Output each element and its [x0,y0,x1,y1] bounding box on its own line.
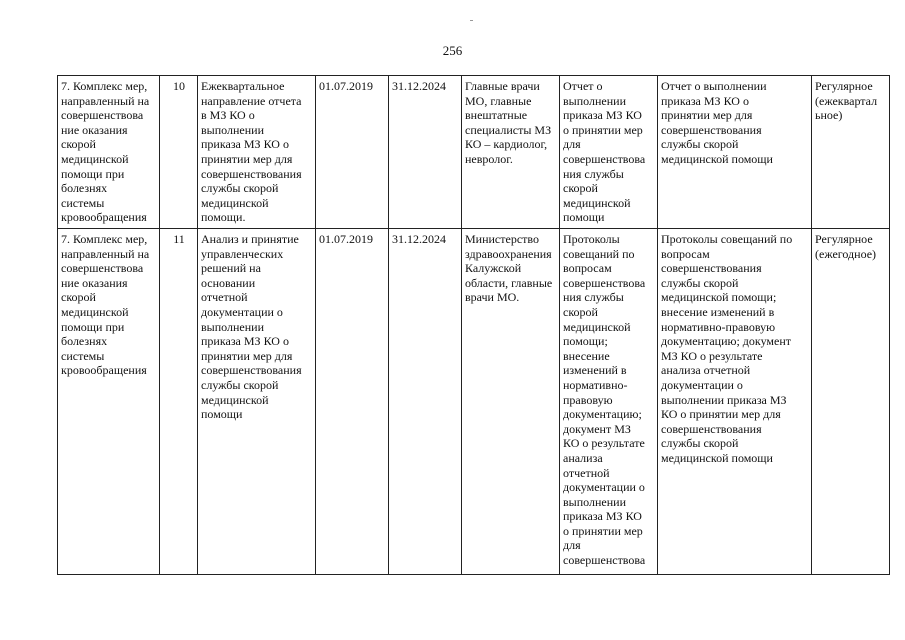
cell-direction: 7. Комплекс мер, направленный на совершенствова ние оказания скорой медицинской помощи при болезнях системы кровообращения [58,229,160,575]
scan-mark [470,20,473,21]
table-row [58,229,890,575]
cell-end-date: 31.12.2024 [389,229,462,575]
cell-end-date: 31.12.2024 [389,76,462,229]
cell-measure: Анализ и принятие управленческих решений на основании отчетной документации о выполнении приказа МЗ КО о принятии мер для совершенствования службы скорой медицинской помощи [198,229,316,575]
cell-responsible: Министерство здравоохранения Калужской области, главные врачи МО. [462,229,560,575]
page-number: 256 [442,43,463,58]
cell-start-date: 01.07.2019 [316,76,389,229]
cell-measure: Ежеквартальное направление отчета в МЗ КО о выполнении приказа МЗ КО о принятии мер для совершенствования службы скорой медицинской помощи. [198,76,316,229]
measures-table [57,75,890,575]
cell-start-date: 01.07.2019 [316,229,389,575]
cell-number: 11 [160,229,198,575]
cell-periodicity: Регулярное (ежеквартал ьное) [812,76,890,229]
cell-indicator: Отчет о выполнении приказа МЗ КО о принятии мер для совершенствования службы скорой медицинской помощи [658,76,812,229]
cell-responsible: Главные врачи МО, главные внештатные специалисты МЗ КО – кардиолог, невролог. [462,76,560,229]
cell-number: 10 [160,76,198,229]
cell-indicator: Протоколы совещаний по вопросам совершенствования службы скорой медицинской помощи; внесение изменений в нормативно-правовую документацию; документ МЗ КО о результате анализа отчетной документации о выполнении приказа МЗ КО о принятии мер для совершенствования службы скорой медицинской помощи [658,229,812,575]
cell-result: Протоколы совещаний по вопросам совершенствова ния службы скорой медицинской помощи; внесение изменений в нормативно- правовую документацию; документ МЗ КО о результате анализа отчетной документации о выполнении приказа МЗ КО о принятии мер для совершенствова [560,229,658,575]
cell-periodicity: Регулярное (ежегодное) [812,229,890,575]
cell-result: Отчет о выполнении приказа МЗ КО о принятии мер для совершенствова ния службы скорой медицинской помощи [560,76,658,229]
table-row [58,76,890,229]
cell-direction: 7. Комплекс мер, направленный на совершенствова ние оказания скорой медицинской помощи при болезнях системы кровообращения [58,76,160,229]
